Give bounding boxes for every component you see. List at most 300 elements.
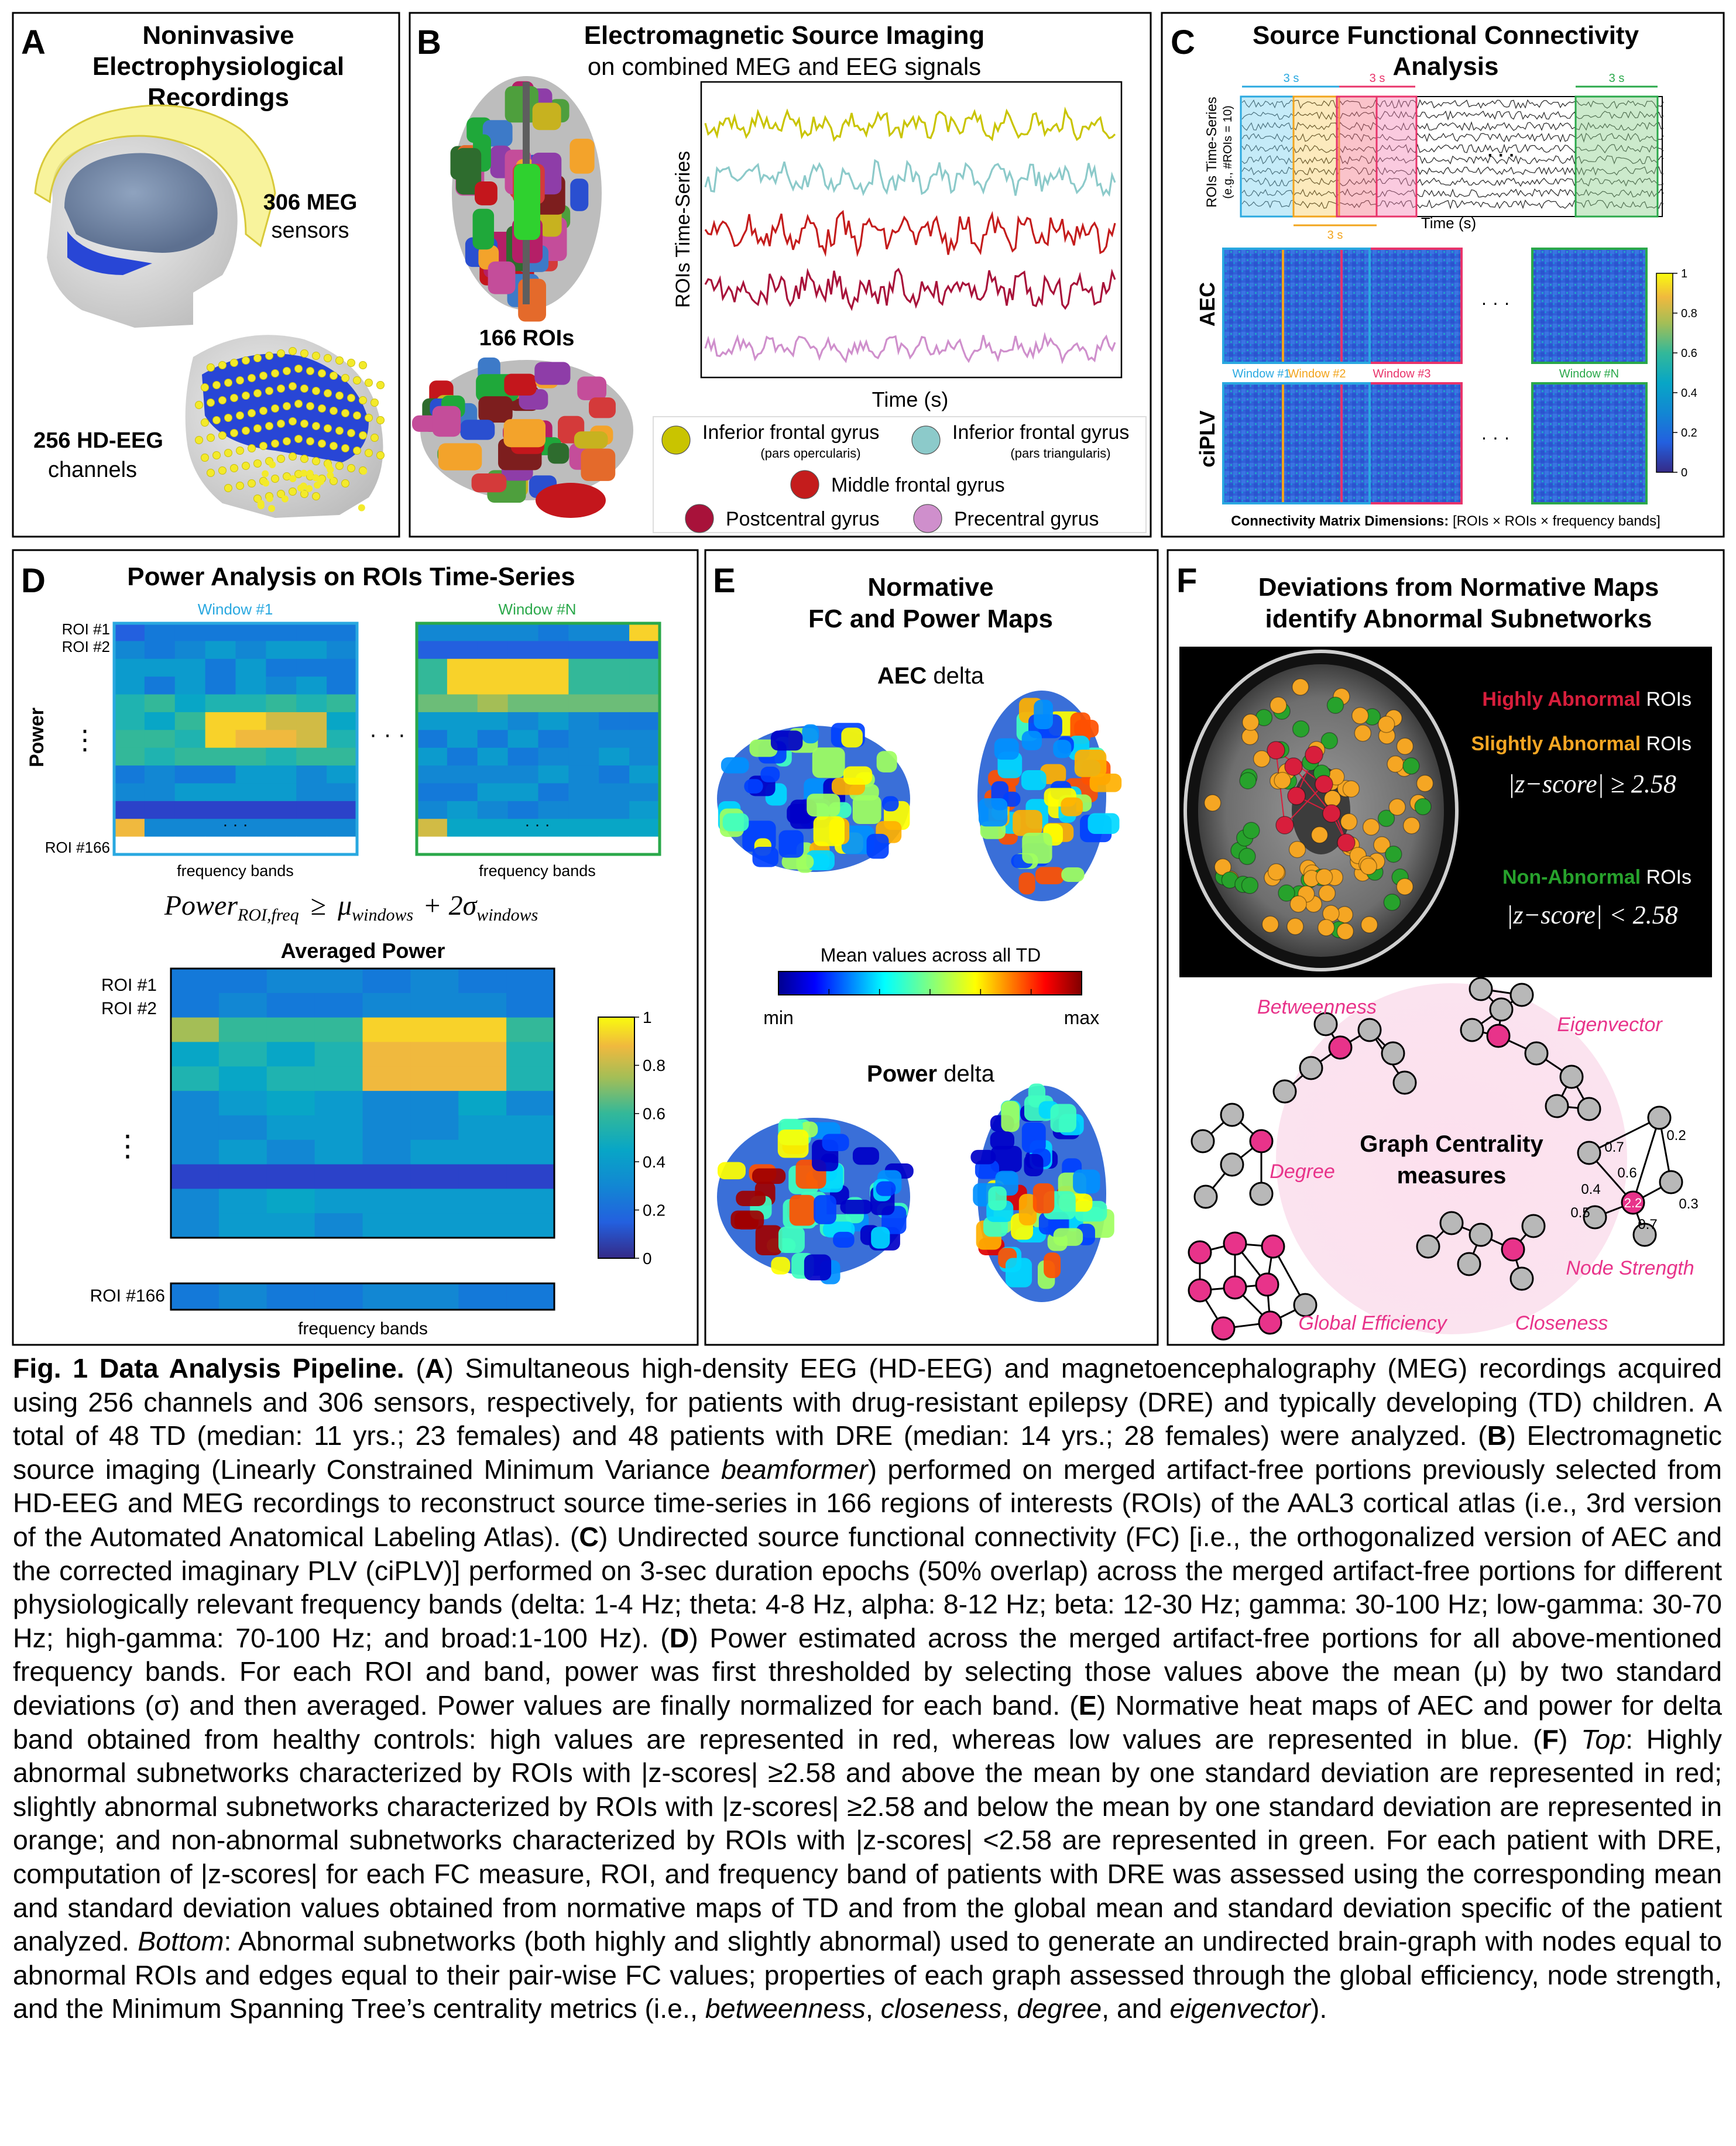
brain-map-patch [814,816,845,846]
brain-map-patch [876,1181,896,1196]
colorbar-tick-label: 0 [643,1249,652,1268]
graph-node [1578,1098,1600,1120]
eeg-electrode [313,423,320,430]
f-degree: Degree [1270,1160,1335,1183]
legend-label: Inferior frontal gyrus [952,421,1130,444]
heat-cell [363,1042,411,1066]
eeg-electrode [359,397,367,404]
graph-node [1546,1095,1568,1117]
heat-cell [478,819,508,837]
heat-cell [363,1283,411,1310]
eeg-electrode [377,417,385,424]
caption-segment: D [669,1622,689,1653]
f-pink-disk [1276,983,1627,1334]
roi-node [1243,822,1260,839]
eeg-electrode [201,419,209,427]
eeg-electrode [318,370,326,377]
eeg-electrode [282,496,289,503]
heat-cell [629,695,660,713]
brain-map-patch [833,1232,855,1248]
caption-paragraph [13,1352,1722,2026]
heat-cell [538,677,569,695]
eeg-electrode [336,357,344,365]
roi-node [1312,827,1328,843]
heat-cell [171,1115,219,1140]
eeg-electrode [231,394,238,402]
eeg-electrode [242,462,250,470]
heat-cell [410,969,458,993]
heat-cell [478,623,508,641]
heat-cell [458,1091,506,1115]
brain-map-patch [970,1150,996,1165]
caption-segment: E [1078,1690,1097,1721]
graph-node [1382,1042,1404,1065]
eeg-electrode [248,480,256,487]
heat-cell [506,1165,554,1189]
eeg-electrode [242,392,250,400]
roi-node-highly [1267,741,1285,759]
colorbar-tick-label: 1 [643,1008,652,1026]
heat-cell [219,1283,267,1310]
brain-map-patch [744,779,763,794]
heat-cell [236,748,266,766]
edge-weight-label: 0.3 [1679,1196,1699,1212]
c-dims-label: Connectivity Matrix Dimensions: [ROIs × ROIs × frequency bands] [1231,513,1660,529]
colorbar-tick-label: 0.8 [643,1056,665,1075]
figure-caption [13,1352,1722,2026]
heat-cell [267,1042,315,1066]
heat-cell [568,748,599,766]
heat-cell [506,1042,554,1066]
heat-cell [363,1091,411,1115]
heat-cell [410,1165,458,1189]
heat-cell [205,783,236,801]
eeg-electrode [266,352,273,360]
eeg-electrode [314,482,321,489]
brain-map-patch [867,834,889,859]
heat-cell [568,659,599,677]
heat-cell [629,677,660,695]
eeg-electrode [289,453,297,461]
roi-node [1389,799,1405,815]
heat-cell [410,1042,458,1066]
time-series-xlabel: Time (s) [872,387,949,411]
heat-cell [114,748,145,766]
graph-node [1578,1142,1600,1164]
heat-cell [267,1140,315,1165]
roi-node-highly [1276,816,1294,834]
eeg-electrode [254,460,262,468]
brain-map-patch [979,798,1007,826]
heat-cell [629,748,660,766]
f-graph-title-2: measures [1397,1163,1507,1189]
eeg-electrode [295,435,303,443]
heat-cell [417,695,447,713]
heat-cell [267,1018,315,1042]
heat-cell [506,1115,554,1140]
roi-node [1274,772,1291,789]
heat-cell [458,1066,506,1091]
heat-cell [506,1140,554,1165]
graph-node [1522,1215,1545,1237]
heat-cell [171,1140,219,1165]
eeg-electrode [312,474,319,481]
colorbar-tick-label: 0 [1681,466,1688,479]
heat-cell [568,677,599,695]
eeg-electrode [231,359,238,367]
roi-node-highly [1337,834,1355,851]
f-global-efficiency: Global Efficiency [1298,1312,1447,1334]
heat-cell [267,969,315,993]
heat-cell [266,623,296,641]
brain-roi-patch [518,279,546,321]
heat-cell [219,1213,267,1238]
roi-node [1262,916,1278,932]
ciplv-matrix-3 [1342,383,1461,503]
eeg-electrode [207,469,215,477]
heat-cell [538,837,569,855]
legend-swatch [914,504,942,533]
eeg-electrode [231,430,238,437]
brain-roi-patch [548,443,569,463]
roi-node-highly [1285,758,1302,775]
eeg-unit: channels [47,458,138,482]
e-power-brain-top [970,1083,1114,1302]
graph-node [1262,1235,1284,1258]
brain-map-patch [752,1168,785,1184]
heat-cell [145,765,175,784]
e-min-label: min [763,1007,794,1028]
heat-cell [236,730,266,748]
roi-node [1387,756,1404,772]
heat-cell [410,1140,458,1165]
eeg-electrode [195,401,203,409]
heat-cell [236,623,266,641]
eeg-electrode [283,368,291,375]
eeg-electrode [327,472,334,479]
caption-segment: C [579,1521,599,1552]
brain-map-patch [736,1191,766,1206]
caption-segment: beamformer [721,1454,868,1485]
legend-label: Inferior frontal gyrus [702,421,880,444]
heat-cell [327,765,357,784]
graph-node [1224,1276,1246,1299]
eeg-electrode [283,438,291,445]
caption-segment: : Abnormal subnetworks (both highly and slightly abnormal) used to generate an undirected brain-graph with nodes equal to abnormal ROIs and edges equal to their pair-wise FC values; properties of each graph assessed through the global efficiency, node strength, and the Minimum Spanning Tree’s centrality metrics (i.e., [13,1926,1722,2024]
eeg-electrode [225,379,232,387]
brain-roi-patch [473,209,495,250]
heat-cell [629,730,660,748]
heat-cell [175,623,205,641]
heat-cell [114,659,145,677]
heat-cell [266,659,296,677]
eeg-electrode [313,387,320,395]
heat-cell [538,730,569,748]
heat-cell [266,748,296,766]
legend-sublabel: (pars triangularis) [1010,446,1111,461]
heat-cell [363,1115,411,1140]
eeg-electrode [236,482,244,490]
heat-cell [447,748,478,766]
heat-cell [267,1165,315,1189]
d-xlabel-n: frequency bands [479,862,596,880]
panel-c-title-2: Analysis [1392,52,1499,81]
brain-roi-patch [433,406,461,437]
legend-swatch [791,471,819,499]
heat-cell [171,1165,219,1189]
d-avg-vdots: ⋮ [113,1129,142,1162]
heat-cell [267,1283,315,1310]
graph-node [1189,1241,1211,1263]
heat-cell [171,1018,219,1042]
eeg-electrode [195,437,203,444]
e-aec-label: AEC delta [877,663,984,689]
roi-node [1403,758,1419,774]
roi-count-label: 166 ROIs [479,326,575,351]
heat-cell [296,677,327,695]
heat-cell [447,659,478,677]
eeg-electrode [201,384,209,392]
roi-node [1404,818,1420,834]
heat-cell [411,1283,459,1310]
brain-roi-patch [472,473,507,492]
eeg-electrode [260,372,267,380]
graph-node [1256,1273,1278,1296]
e-power-brain-side [717,1118,914,1284]
heat-cell [219,1115,267,1140]
roi-node-highly [1305,746,1323,764]
heat-cell [508,765,538,784]
heat-cell [145,677,175,695]
d-threshold-formula: Power$_{ROI,freq}$ ≥ $\mu_{windows} + 2\sigma_{windows}$ [164,890,538,925]
heat-cell [175,677,205,695]
heat-cell [114,837,145,855]
eeg-electrode [377,452,385,459]
heat-cell [175,783,205,801]
heat-cell [447,623,478,641]
graph-node [1329,1036,1351,1059]
heat-cell [363,1066,411,1091]
heat-cell [508,783,538,801]
heat-cell [506,969,554,993]
c-row-aec: AEC [1195,281,1219,327]
edge-weight-label: 0.7 [1604,1139,1624,1155]
brain-map-patch [1019,873,1035,895]
c-window-1 [1241,97,1294,217]
heat-cell [171,1283,219,1310]
heat-cell [327,801,357,819]
heat-cell [417,765,447,784]
brain-map-patch [1088,813,1120,835]
heat-cell [508,677,538,695]
graph-node [1250,1130,1272,1152]
roi-node [1318,919,1334,936]
caption-segment: degree [1017,1993,1102,2024]
panel-d-title: Power Analysis on ROIs Time-Series [127,562,575,591]
eeg-electrode [260,442,267,450]
eeg-electrode [342,480,349,487]
heat-cell [629,819,660,837]
eeg-electrode [254,355,262,362]
graph-node [1511,984,1533,1006]
heat-cell [629,623,660,641]
heat-cell [417,623,447,641]
eeg-electrode [318,405,326,413]
brain-map-patch [771,730,802,750]
heat-cell [508,659,538,677]
heat-cell [114,819,145,837]
panel-f-letter: F [1176,562,1198,600]
heat-cell [478,748,508,766]
legend-label: Precentral gyrus [954,508,1099,530]
colorbar-tick-label: 0.4 [643,1153,665,1171]
heat-cell [219,1066,267,1091]
brain-map-patch [1001,1101,1019,1132]
eeg-electrode [213,452,221,459]
c-window-label-n: Window #N [1559,368,1620,380]
brain-map-patch [871,1227,890,1248]
heat-cell [410,993,458,1018]
heat-cell [478,677,508,695]
heat-cell [205,712,236,730]
heat-cell [447,819,478,837]
caption-segment: , and [1102,1993,1170,2024]
caption-segment: : Highly abnormal subnetworks characterized by ROIs with |z-scores| ≥2.58 and above the mean by one standard deviation are represented in red; slightly abnormal subnetworks characterized by ROIs with |z-scores| ≥2.58 and below the mean by one standard deviation are represented in orange; and non-abnormal subnetworks characterized by ROIs with |z-scores| <2.58 are represented in green. For each patient with DRE, computation of |z-scores| for each FC measure, ROI, and frequency band of patients with DRE was assessed using the corresponding mean and standard deviation values obtained from normative maps of TD and from the global mean and standard deviation specific of the patient analyzed. [13,1723,1722,1957]
heat-cell [458,1165,506,1189]
heat-cell [296,641,327,659]
d-power-ylabel: Power [26,707,48,768]
panel-c-title-1: Source Functional Connectivity [1252,21,1639,50]
eeg-electrode [219,467,227,475]
heat-cell [363,1018,411,1042]
brain-map-patch [882,796,899,811]
heat-cell [205,641,236,659]
f-betweenness: Betweenness [1257,996,1377,1018]
eeg-electrode [289,383,297,390]
d-avg-xlabel: frequency bands [298,1319,428,1338]
brain-map-patch [802,725,819,744]
heat-cell [267,1189,315,1213]
eeg-electrode [268,505,275,512]
heat-cell [508,695,538,713]
heat-cell [266,765,296,784]
brain-map-patch [778,830,803,858]
e-power-label: Power delta [867,1061,994,1087]
d-xlabel-1: frequency bands [177,862,294,880]
graph-node [1470,978,1492,1000]
eeg-electrode [348,430,355,437]
eeg-electrode [225,485,232,492]
heat-cell [506,1018,554,1042]
brain-map-patch [822,1134,849,1151]
brain-map-patch [812,747,845,778]
brain-roi-patch [503,419,545,447]
colorbar-tick-label: 0.8 [1681,307,1697,320]
ciplv-ellipsis: · · · [1481,427,1510,448]
heat-cell [363,993,411,1018]
c-colorbar-ticks [1673,267,1697,479]
graph-node [1417,1235,1439,1258]
caption-segment: closeness [880,1993,1002,2024]
heat-cell [458,969,506,993]
heat-cell [417,659,447,677]
legend-sublabel: (pars opercularis) [760,446,861,461]
eeg-electrode [336,427,344,435]
heat-cell [417,730,447,748]
c-window-3b [1377,97,1416,217]
caption-segment: eigenvector [1169,1993,1310,2024]
panel-e-title-2: FC and Power Maps [808,605,1054,633]
heat-cell [478,659,508,677]
heat-cell [145,730,175,748]
eeg-electrode [330,442,338,450]
heat-cell [538,623,569,641]
heat-cell [417,783,447,801]
graph-node [1300,1057,1322,1079]
heat-cell [171,969,219,993]
caption-segment: ( [404,1353,425,1383]
heat-cell [296,837,327,855]
brain-roi-patch [589,397,616,418]
heat-cell [266,801,296,819]
heat-cell [145,712,175,730]
d-heatn-ellipsis: · · · [524,815,550,833]
edge-weight-label: 0.5 [1570,1205,1590,1221]
heat-cell [219,993,267,1018]
heat-cell [171,993,219,1018]
c-bracket-label-n: 3 s [1608,72,1625,85]
brain-map-patch [1061,798,1083,816]
caption-segment: B [1487,1420,1507,1451]
roi-node [1240,772,1256,789]
heat-cell [145,623,175,641]
d-averaged-heatmap [171,969,555,1238]
heat-cell [175,837,205,855]
heat-cell [508,712,538,730]
heat-cell [506,1213,554,1238]
d-avg-roi2: ROI #2 [101,999,157,1018]
brain-map-patch [1006,1258,1032,1287]
brain-map-patch [723,813,749,832]
brain-map-patch [1022,1122,1046,1153]
edge-weight-label: 0.7 [1638,1217,1658,1232]
heat-cell [363,969,411,993]
heat-cell [236,695,266,713]
eeg-electrode [266,423,273,430]
heat-cell [175,730,205,748]
heat-cell [599,765,629,784]
graph-node [1274,1080,1296,1103]
heat-cell [538,641,569,659]
brain-map-patch [1075,750,1106,777]
heat-cell [145,783,175,801]
heat-cell [219,969,267,993]
eeg-electrode [289,488,297,496]
heat-cell [315,1140,363,1165]
heat-cell [236,677,266,695]
brain-map-patch [760,767,780,782]
roi-node [1360,858,1377,874]
heat-cell [629,837,660,855]
brain-map-patch [1054,1228,1083,1246]
heat-cell [114,765,145,784]
eeg-electrode [348,465,355,472]
heat-cell [296,659,327,677]
edge-weight-label: 0.2 [1666,1128,1686,1144]
heat-cell [266,819,296,837]
heat-cell [327,748,357,766]
heat-cell [568,783,599,801]
